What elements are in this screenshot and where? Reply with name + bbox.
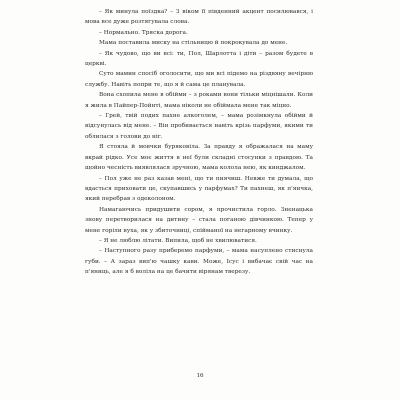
paragraph: Намагаючись придушити сором, я прочистила горло. Зненацька знову перетворилася на дитину – стала поганою дівчинкою. Тепер у мене горіли вуха, як у збиточниці, спійманої на негарному вчинку.: [85, 206, 313, 234]
body-text: [85, 7, 313, 278]
paragraph: – Як минула поїздка? – З віком її південний акцент посилювався, і мова все дуже розтягувала слова.: [85, 9, 313, 26]
paragraph: – Наступного разу приберемо парфуми, – мама насуплено стиснула губи. – А зараз вип'ю чашку кави. Може, Ісус і вибачає свій час на п'яниць, але я б воліла на це бачити вірянам тверезу.: [85, 248, 313, 276]
paragraph: – Нормально. Тряска дорога.: [99, 29, 188, 36]
paragraph: Суто мамин спосіб оголосити, що ми всі підемо на різдвяну вечірню службу. Навіть попри те, що я й сама це планувала.: [85, 71, 313, 88]
paragraph: – Я не люблю літати. Випила, щоб не хвилюватися.: [99, 237, 257, 244]
paragraph: – Як чудово, що ви всі: ти, Пол, Шарлотта і діти – разом будете в церкві.: [85, 50, 313, 68]
page-number: 16: [196, 373, 204, 379]
paragraph: – Грей, твій подих пахне алкоголем, – мама розімкнула обійми й відсунулась від мене. – Він пробивається навіть крізь парфуми, якими ти облилася з голови до ніг.: [85, 113, 313, 140]
paragraph: Вона схопила мене в обійми – з роками вони тільки міцнішали. Коли я жила в Пайпер-Пойнті, мама ніколи не обіймала мене так міцно.: [85, 92, 313, 109]
paragraph: – Пол уже не раз казав мені, що ти пиячиш. Невже ти думала, що вдасться приховати це, скупавшись у парфумах? Ти пахнеш, як п'янчка, який перебрав з одеколоном.: [85, 175, 313, 203]
paragraph: Мама поставила миску на стільницю й покрокувала до мене.: [99, 40, 288, 47]
paragraph: Я стояла й мовчки буряковіла. За правду я ображалася на маму вкрай рідко. Усе моє життя в неї були складні стосунки з правдою. Та щойно чесність виявлялася зручною, мама колола нею, як кинджалом.: [85, 144, 313, 172]
